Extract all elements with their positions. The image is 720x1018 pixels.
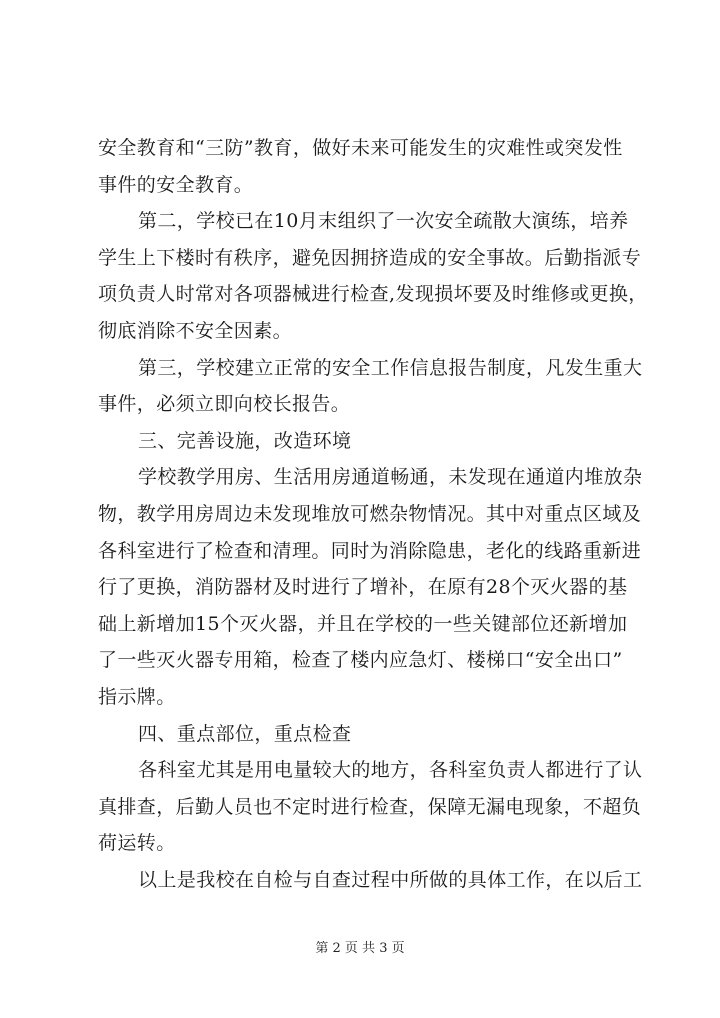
section-heading: 三、完善设施，改造环境	[138, 429, 352, 452]
document-body	[98, 130, 648, 898]
text-line: 学生上下楼时有秩序，避免因拥挤造成的安全事故。后勤指派专	[98, 246, 642, 269]
text-line: 事件，必须立即向校长报告。	[98, 393, 351, 416]
text-line: 彻底消除不安全因素。	[98, 319, 293, 342]
paragraph-start-line: 第二，学校已在10月末组织了一次安全疏散大演练，培养	[138, 210, 629, 233]
text-line: 指示牌。	[98, 685, 176, 708]
paragraph-start-line: 学校教学用房、生活用房通道畅通，未发现在通道内堆放杂	[138, 466, 643, 489]
text-line: 行了更换，消防器材及时进行了增补，在原有28个灭火器的基	[98, 576, 628, 599]
text-line: 荷运转。	[98, 832, 176, 855]
text-line: 安全教育和“三防”教育，做好未来可能发生的灾难性或突发性	[98, 137, 623, 159]
text-line: 真排查，后勤人员也不定时进行检查，保障无漏电现象，不超负	[98, 795, 642, 818]
paragraph-start-line: 以上是我校在自检与自查过程中所做的具体工作，在以后工	[138, 868, 643, 891]
paragraph-start-line: 各科室尤其是用电量较大的地方，各科室负责人都进行了认	[138, 759, 643, 782]
page-number-footer: 第 2 页 共 3 页	[315, 941, 405, 956]
section-heading: 四、重点部位，重点检查	[138, 722, 352, 745]
text-line: 物，教学用房周边未发现堆放可燃杂物情况。其中对重点区域及	[98, 502, 642, 525]
text-line: 了一些灭火器专用箱，检查了楼内应急灯、楼梯口“安全出口”	[98, 649, 623, 672]
text-line: 事件的安全教育。	[98, 173, 254, 196]
text-line: 各科室进行了检查和清理。同时为消除隐患，老化的线路重新进	[98, 539, 642, 562]
text-line: 础上新增加15个灭火器，并且在学校的一些关键部位还新增加	[98, 612, 628, 635]
paragraph-start-line: 第三，学校建立正常的安全工作信息报告制度，凡发生重大	[138, 356, 643, 379]
text-line: 项负责人时常对各项器械进行检查,发现损坏要及时维修或更换，	[98, 283, 648, 306]
